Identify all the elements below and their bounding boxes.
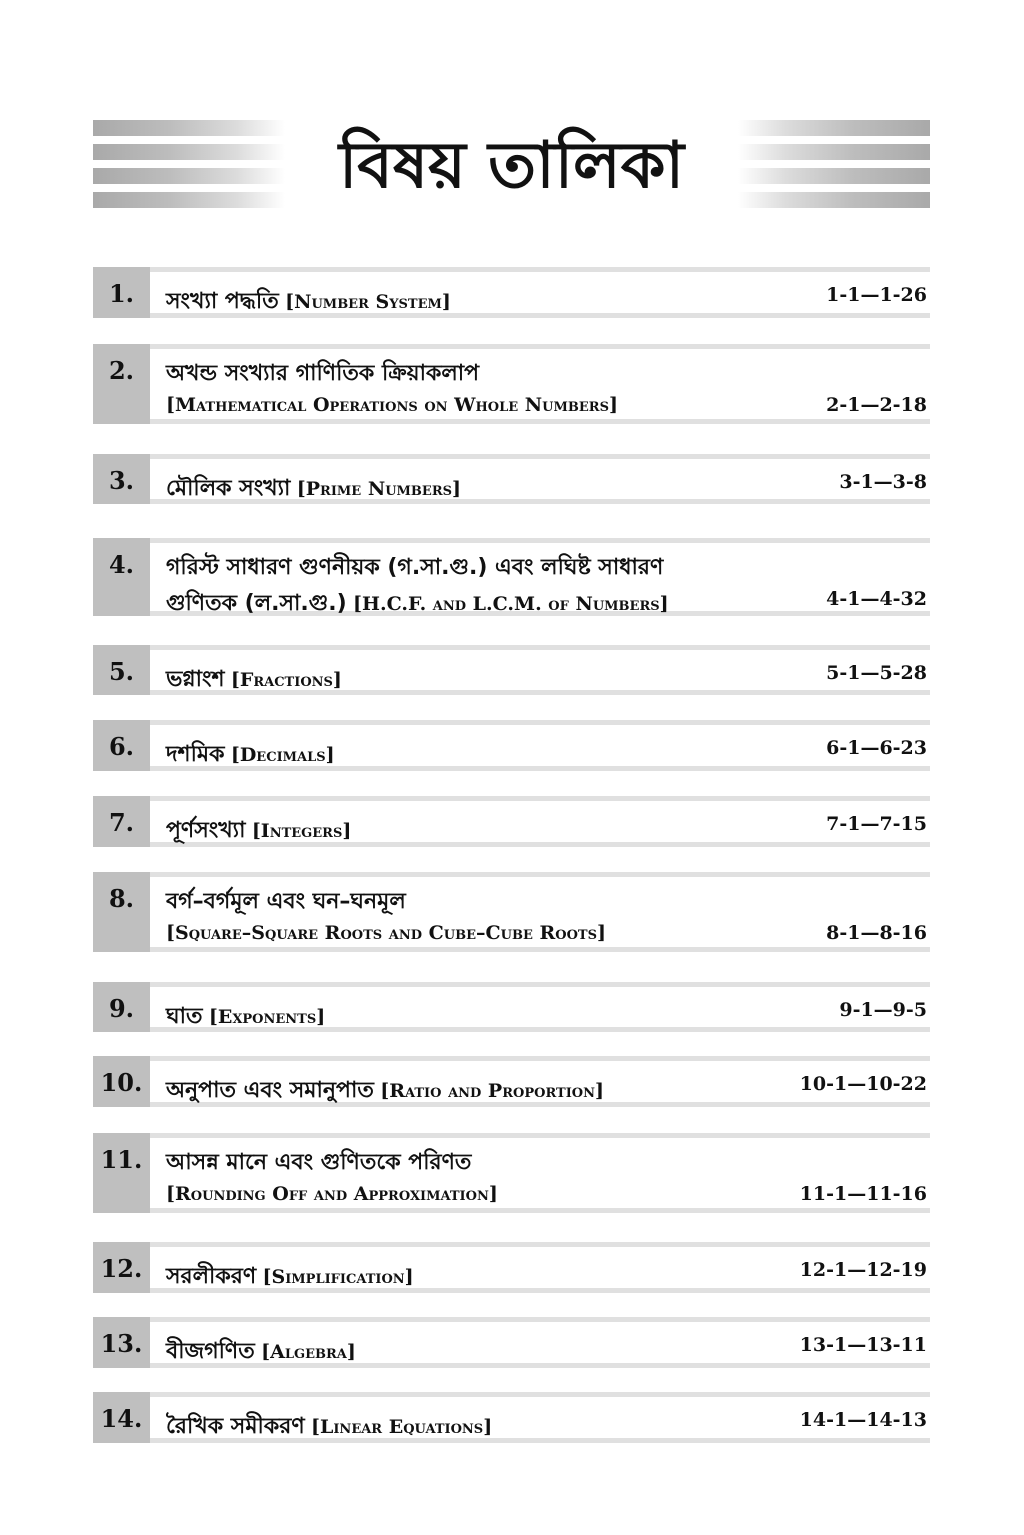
entry-number: 9. — [93, 982, 150, 1032]
entry-title-english: [Ratio and Proportion] — [380, 1080, 604, 1102]
toc-entry[interactable] — [93, 796, 930, 847]
entry-pages: 9-1—9-5 — [839, 999, 927, 1021]
entry-number: 5. — [93, 645, 150, 695]
entry-pages: 10-1—10-22 — [799, 1073, 927, 1095]
toc-entry[interactable] — [93, 1242, 930, 1293]
decorative-stripes-left — [93, 120, 285, 212]
entry-pages: 3-1—3-8 — [839, 471, 927, 493]
entry-pages: 12-1—12-19 — [799, 1259, 927, 1281]
entry-title-english: [Rounding Off and Approximation] — [166, 1183, 498, 1205]
entry-title-english: [Algebra] — [261, 1341, 356, 1363]
toc-entry[interactable] — [93, 538, 930, 616]
entry-pages: 8-1—8-16 — [826, 922, 927, 944]
toc-entry[interactable] — [93, 344, 930, 424]
entry-title-english: [Mathematical Operations on Whole Numbers] — [166, 394, 618, 416]
toc-entry[interactable] — [93, 1133, 930, 1213]
entry-number: 10. — [93, 1056, 150, 1107]
toc-entry[interactable] — [93, 1317, 930, 1368]
entry-title-english: [Square–Square Roots and Cube–Cube Roots] — [166, 922, 606, 944]
entry-title-bengali: ভগ্নাংশ — [166, 667, 225, 692]
toc-entry[interactable] — [93, 1392, 930, 1443]
entry-title-english: [H.C.F. and L.C.M. of Numbers] — [353, 593, 669, 615]
entry-title-english: [Integers] — [251, 820, 352, 842]
entry-pages: 11-1—11-16 — [799, 1183, 927, 1205]
entry-pages: 7-1—7-15 — [826, 813, 927, 835]
entry-number: 13. — [93, 1317, 150, 1368]
entry-number: 2. — [93, 344, 150, 424]
entry-title-english: [Exponents] — [208, 1006, 326, 1028]
entry-title-english: [Simplification] — [262, 1266, 414, 1288]
entry-title-bengali-cont: গুণিতক (ল.সা.গু.) — [166, 591, 347, 616]
entry-pages: 6-1—6-23 — [826, 737, 927, 759]
entry-pages: 2-1—2-18 — [826, 394, 927, 416]
toc-entry[interactable] — [93, 267, 930, 318]
entry-pages: 1-1—1-26 — [826, 284, 927, 306]
entry-pages: 14-1—14-13 — [799, 1409, 927, 1431]
toc-entry[interactable] — [93, 1056, 930, 1107]
toc-entry[interactable] — [93, 454, 930, 504]
entry-number: 6. — [93, 720, 150, 771]
entry-title-bengali: দশমিক — [166, 742, 225, 767]
entry-title-bengali: গরিস্ট সাধারণ গুণনীয়ক (গ.সা.গু.) এবং লঘিষ্ট সাধারণ — [166, 555, 664, 580]
entry-title-english: [Decimals] — [230, 744, 335, 766]
entry-number: 8. — [93, 872, 150, 952]
toc-entry[interactable] — [93, 872, 930, 952]
page-title: বিষয় তালিকা — [338, 129, 685, 203]
entry-number: 12. — [93, 1242, 150, 1293]
entry-pages: 13-1—13-11 — [799, 1334, 927, 1356]
toc-entry[interactable] — [93, 720, 930, 771]
entry-pages: 4-1—4-32 — [826, 588, 927, 610]
entry-number: 7. — [93, 796, 150, 847]
entry-title-english: [Number System] — [285, 291, 451, 313]
entry-title-english: [Prime Numbers] — [296, 478, 461, 500]
entry-number: 11. — [93, 1133, 150, 1213]
entry-title-bengali: আসন্ন মানে এবং গুণিতকে পরিণত — [166, 1150, 472, 1175]
entry-title-english: [Linear Equations] — [311, 1416, 493, 1438]
entry-title-bengali: বর্গ–বর্গমূল এবং ঘন–ঘনমূল — [166, 889, 406, 914]
entry-title-bengali: ঘাত — [166, 1004, 203, 1029]
entry-title-bengali: সংখ্যা পদ্ধতি — [166, 289, 279, 314]
decorative-stripes-right — [738, 120, 930, 212]
entry-title-bengali: সরলীকরণ — [166, 1264, 257, 1289]
entry-title-english: [Fractions] — [230, 669, 342, 691]
entry-title-bengali: মৌলিক সংখ্যা — [166, 476, 291, 501]
entry-number: 4. — [93, 538, 150, 616]
entry-number: 14. — [93, 1392, 150, 1443]
entry-number: 3. — [93, 454, 150, 504]
toc-entry[interactable] — [93, 982, 930, 1032]
entry-title-bengali: অখন্ড সংখ্যার গাণিতিক ক্রিয়াকলাপ — [166, 361, 480, 386]
entry-pages: 5-1—5-28 — [826, 662, 927, 684]
toc-entry[interactable] — [93, 645, 930, 695]
entry-number: 1. — [93, 267, 150, 318]
entry-title-bengali: পূর্ণসংখ্যা — [166, 818, 246, 843]
entry-title-bengali: রৈখিক সমীকরণ — [166, 1414, 305, 1439]
entry-title-bengali: অনুপাত এবং সমানুপাত — [166, 1078, 374, 1103]
entry-title-bengali: বীজগণিত — [166, 1339, 255, 1364]
